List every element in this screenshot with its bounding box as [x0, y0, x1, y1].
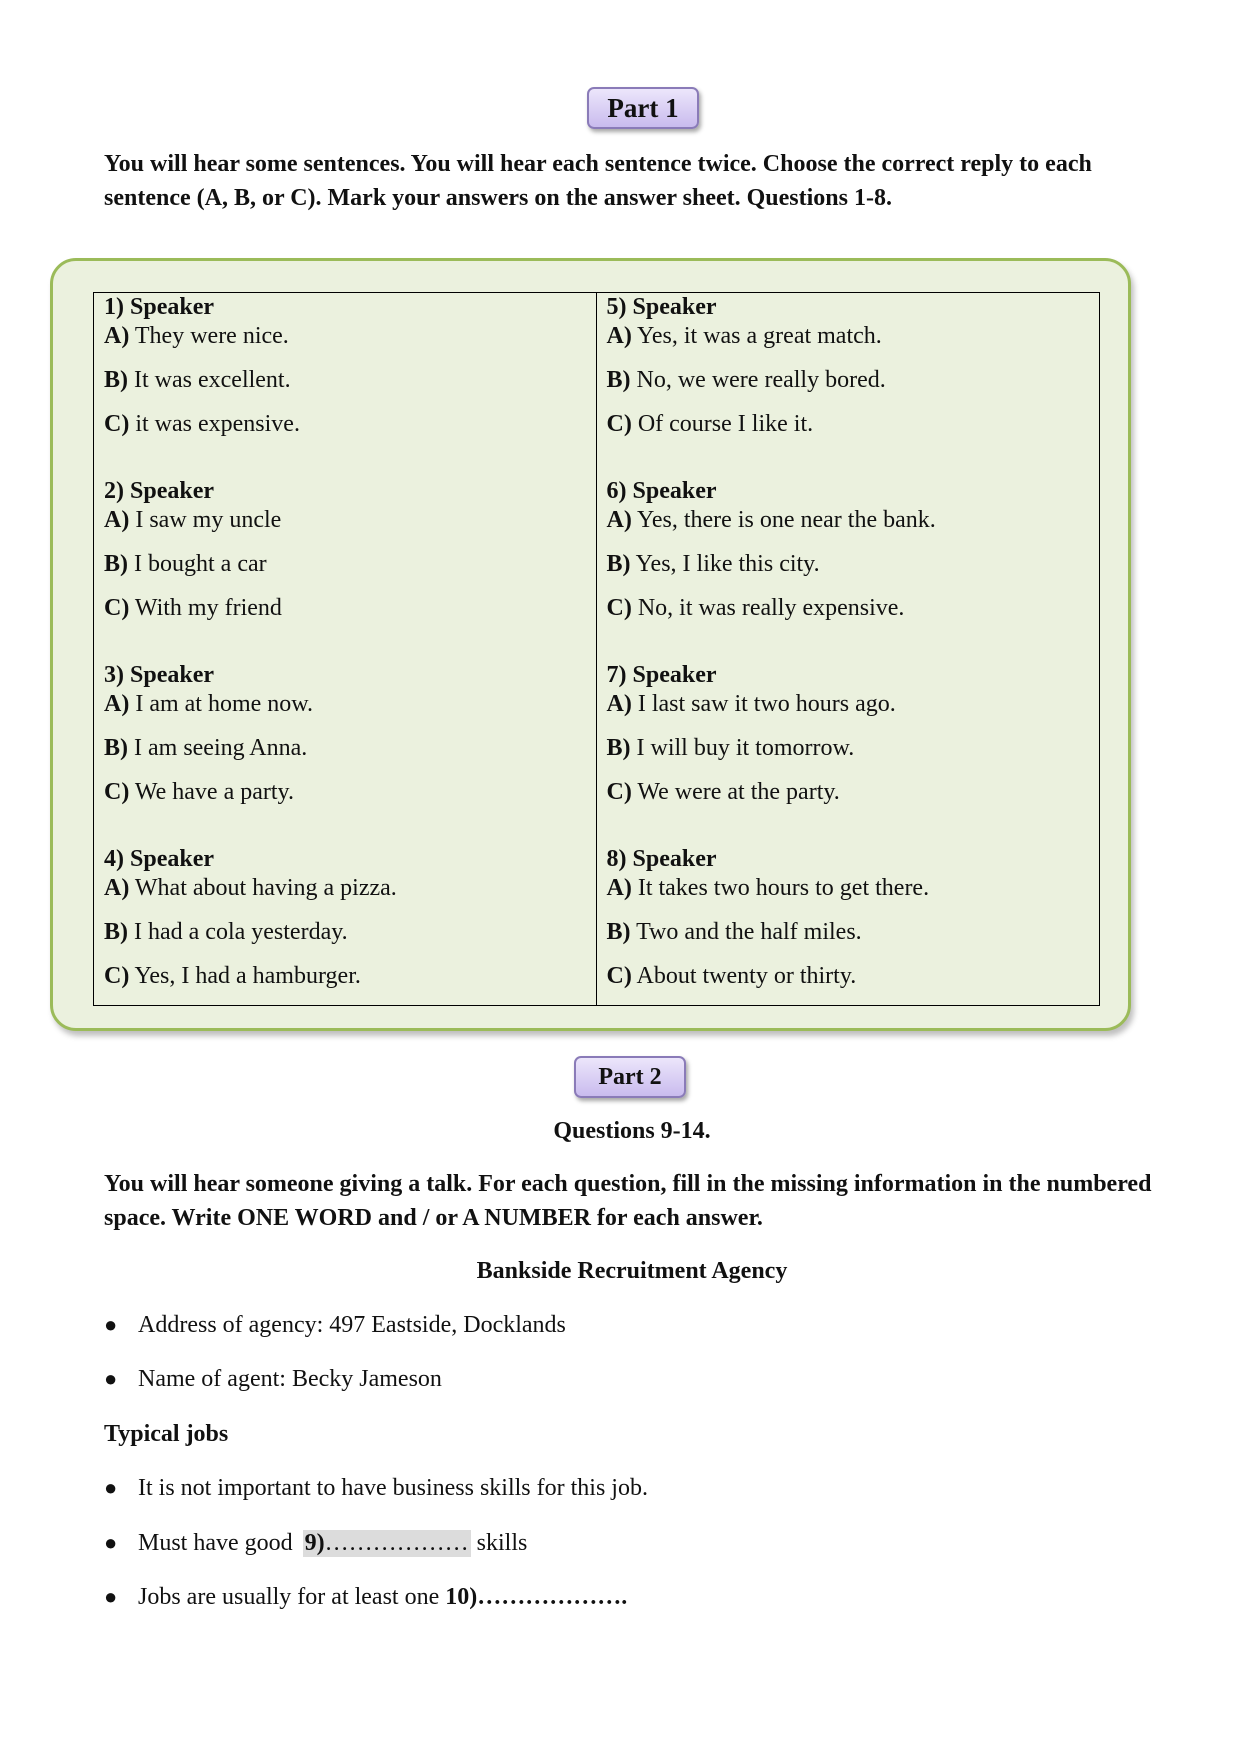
part-1-badge: Part 1 — [587, 87, 699, 129]
option-a[interactable] — [104, 692, 586, 716]
option-letter: B) — [104, 367, 128, 393]
question-block — [104, 293, 586, 477]
option-c[interactable] — [607, 964, 1090, 988]
option-letter: C) — [104, 779, 130, 805]
option-a[interactable] — [104, 324, 586, 348]
option-text: Yes, I like this city. — [630, 551, 820, 577]
address-text: Address of agency: 497 Eastside, Docklands — [138, 1312, 566, 1338]
bullet-job-2 — [104, 1530, 527, 1557]
job-3-prefix: Jobs are usually for at least one — [138, 1584, 440, 1610]
option-letter: A) — [606, 875, 632, 901]
bullet-job-1 — [104, 1475, 648, 1502]
option-c[interactable] — [104, 780, 586, 804]
option-c[interactable] — [104, 964, 586, 988]
option-letter: B) — [104, 735, 128, 761]
option-text: I last saw it two hours ago. — [631, 691, 896, 717]
option-a[interactable] — [607, 876, 1090, 900]
part-2-instructions: You will hear someone giving a talk. For each question, fill in the missing information in the numbered space. Write ONE WORD and / or A NUMBER for each answer. — [104, 1171, 1152, 1231]
option-b[interactable] — [607, 920, 1090, 944]
option-a[interactable] — [607, 324, 1090, 348]
question-title: 2) Speaker — [104, 478, 214, 504]
questions-column-right — [597, 293, 1100, 1005]
option-letter: C) — [606, 411, 632, 437]
question-title: 3) Speaker — [104, 662, 214, 688]
part-1-instructions: You will hear some sentences. You will hear each sentence twice. Choose the correct reply to each sentence (A, B, or C). Mark your answers on the answer sheet. Questions 1-8. — [104, 151, 1092, 211]
bullet-icon: ● — [104, 1584, 118, 1609]
answer-blank-9: ……………… — [324, 1530, 469, 1556]
option-text: I saw my uncle — [129, 507, 282, 533]
bullet-address — [104, 1312, 566, 1339]
option-c[interactable] — [607, 596, 1090, 620]
questions-column-left — [94, 293, 597, 1005]
question-title: 1) Speaker — [104, 294, 214, 320]
question-block — [607, 661, 1090, 845]
job-2-prefix: Must have good — [138, 1530, 293, 1556]
option-letter: A) — [104, 875, 130, 901]
option-letter: A) — [606, 507, 632, 533]
option-b[interactable] — [607, 368, 1090, 392]
option-c[interactable] — [607, 780, 1090, 804]
bullet-agent — [104, 1366, 442, 1393]
option-text: Of course I like it. — [631, 411, 814, 437]
option-text: They were nice. — [129, 323, 289, 349]
option-c[interactable] — [104, 596, 586, 620]
option-text: Yes, there is one near the bank. — [631, 507, 936, 533]
answer-field-9[interactable] — [303, 1530, 471, 1557]
answer-number-10: 10) — [445, 1584, 478, 1610]
option-text: I am at home now. — [129, 691, 314, 717]
option-text: About twenty or thirty. — [631, 963, 857, 989]
question-title: 4) Speaker — [104, 846, 214, 872]
option-text: No, we were really bored. — [630, 367, 886, 393]
option-letter: B) — [606, 735, 631, 761]
option-a[interactable] — [607, 508, 1090, 532]
option-text: I had a cola yesterday. — [128, 919, 348, 945]
bullet-icon: ● — [104, 1366, 118, 1391]
option-letter: B) — [104, 919, 128, 945]
option-b[interactable] — [104, 736, 586, 760]
option-letter: A) — [606, 691, 632, 717]
option-b[interactable] — [104, 552, 586, 576]
option-b[interactable] — [607, 736, 1090, 760]
option-letter: C) — [104, 411, 130, 437]
option-text: It takes two hours to get there. — [631, 875, 930, 901]
option-letter: B) — [606, 551, 631, 577]
option-letter: A) — [104, 323, 130, 349]
option-text: It was excellent. — [128, 367, 291, 393]
typical-jobs-heading: Typical jobs — [104, 1421, 229, 1447]
answer-field-10[interactable] — [445, 1584, 627, 1611]
question-title: 8) Speaker — [606, 846, 717, 872]
option-text: I will buy it tomorrow. — [630, 735, 855, 761]
bullet-icon: ● — [104, 1530, 118, 1555]
option-b[interactable] — [104, 368, 586, 392]
question-block — [607, 293, 1090, 477]
option-letter: A) — [606, 323, 632, 349]
answer-number-9: 9) — [304, 1530, 325, 1556]
option-c[interactable] — [104, 412, 586, 436]
question-title: 5) Speaker — [606, 294, 717, 320]
question-title: 6) Speaker — [606, 478, 717, 504]
question-block — [607, 845, 1090, 1029]
option-text: No, it was really expensive. — [631, 595, 905, 621]
questions-table — [93, 292, 1100, 1006]
option-text: What about having a pizza. — [129, 875, 397, 901]
part-2-badge: Part 2 — [574, 1056, 686, 1098]
option-a[interactable] — [104, 876, 586, 900]
option-letter: C) — [104, 595, 130, 621]
agency-title: Bankside Recruitment Agency — [476, 1258, 788, 1284]
option-letter: C) — [606, 779, 632, 805]
bullet-icon: ● — [104, 1475, 118, 1500]
option-text: We were at the party. — [631, 779, 840, 805]
option-letter: B) — [606, 919, 631, 945]
option-letter: C) — [104, 963, 130, 989]
agent-text: Name of agent: Becky Jameson — [138, 1366, 442, 1392]
option-text: We have a party. — [129, 779, 294, 805]
option-letter: A) — [104, 691, 130, 717]
option-text: Two and the half miles. — [630, 919, 862, 945]
job-2-suffix: skills — [476, 1530, 528, 1556]
question-block — [104, 477, 586, 661]
option-letter: C) — [606, 595, 632, 621]
option-c[interactable] — [607, 412, 1090, 436]
question-title: 7) Speaker — [606, 662, 717, 688]
option-text: I am seeing Anna. — [128, 735, 308, 761]
job-1-text: It is not important to have business skills for this job. — [138, 1475, 648, 1501]
option-text: Yes, it was a great match. — [631, 323, 882, 349]
answer-blank-10: ………………. — [477, 1584, 628, 1610]
option-letter: A) — [104, 507, 130, 533]
option-text: it was expensive. — [129, 411, 300, 437]
option-b[interactable] — [104, 920, 586, 944]
question-block — [104, 661, 586, 845]
option-text: I bought a car — [128, 551, 267, 577]
option-letter: C) — [606, 963, 632, 989]
bullet-icon: ● — [104, 1312, 118, 1337]
option-a[interactable] — [607, 692, 1090, 716]
bullet-job-3 — [104, 1584, 627, 1611]
option-letter: B) — [104, 551, 128, 577]
option-letter: B) — [606, 367, 631, 393]
option-text: With my friend — [129, 595, 282, 621]
option-a[interactable] — [104, 508, 586, 532]
option-b[interactable] — [607, 552, 1090, 576]
questions-range: Questions 9-14. — [553, 1118, 711, 1144]
question-block — [607, 477, 1090, 661]
question-block — [104, 845, 586, 1029]
option-text: Yes, I had a hamburger. — [129, 963, 361, 989]
